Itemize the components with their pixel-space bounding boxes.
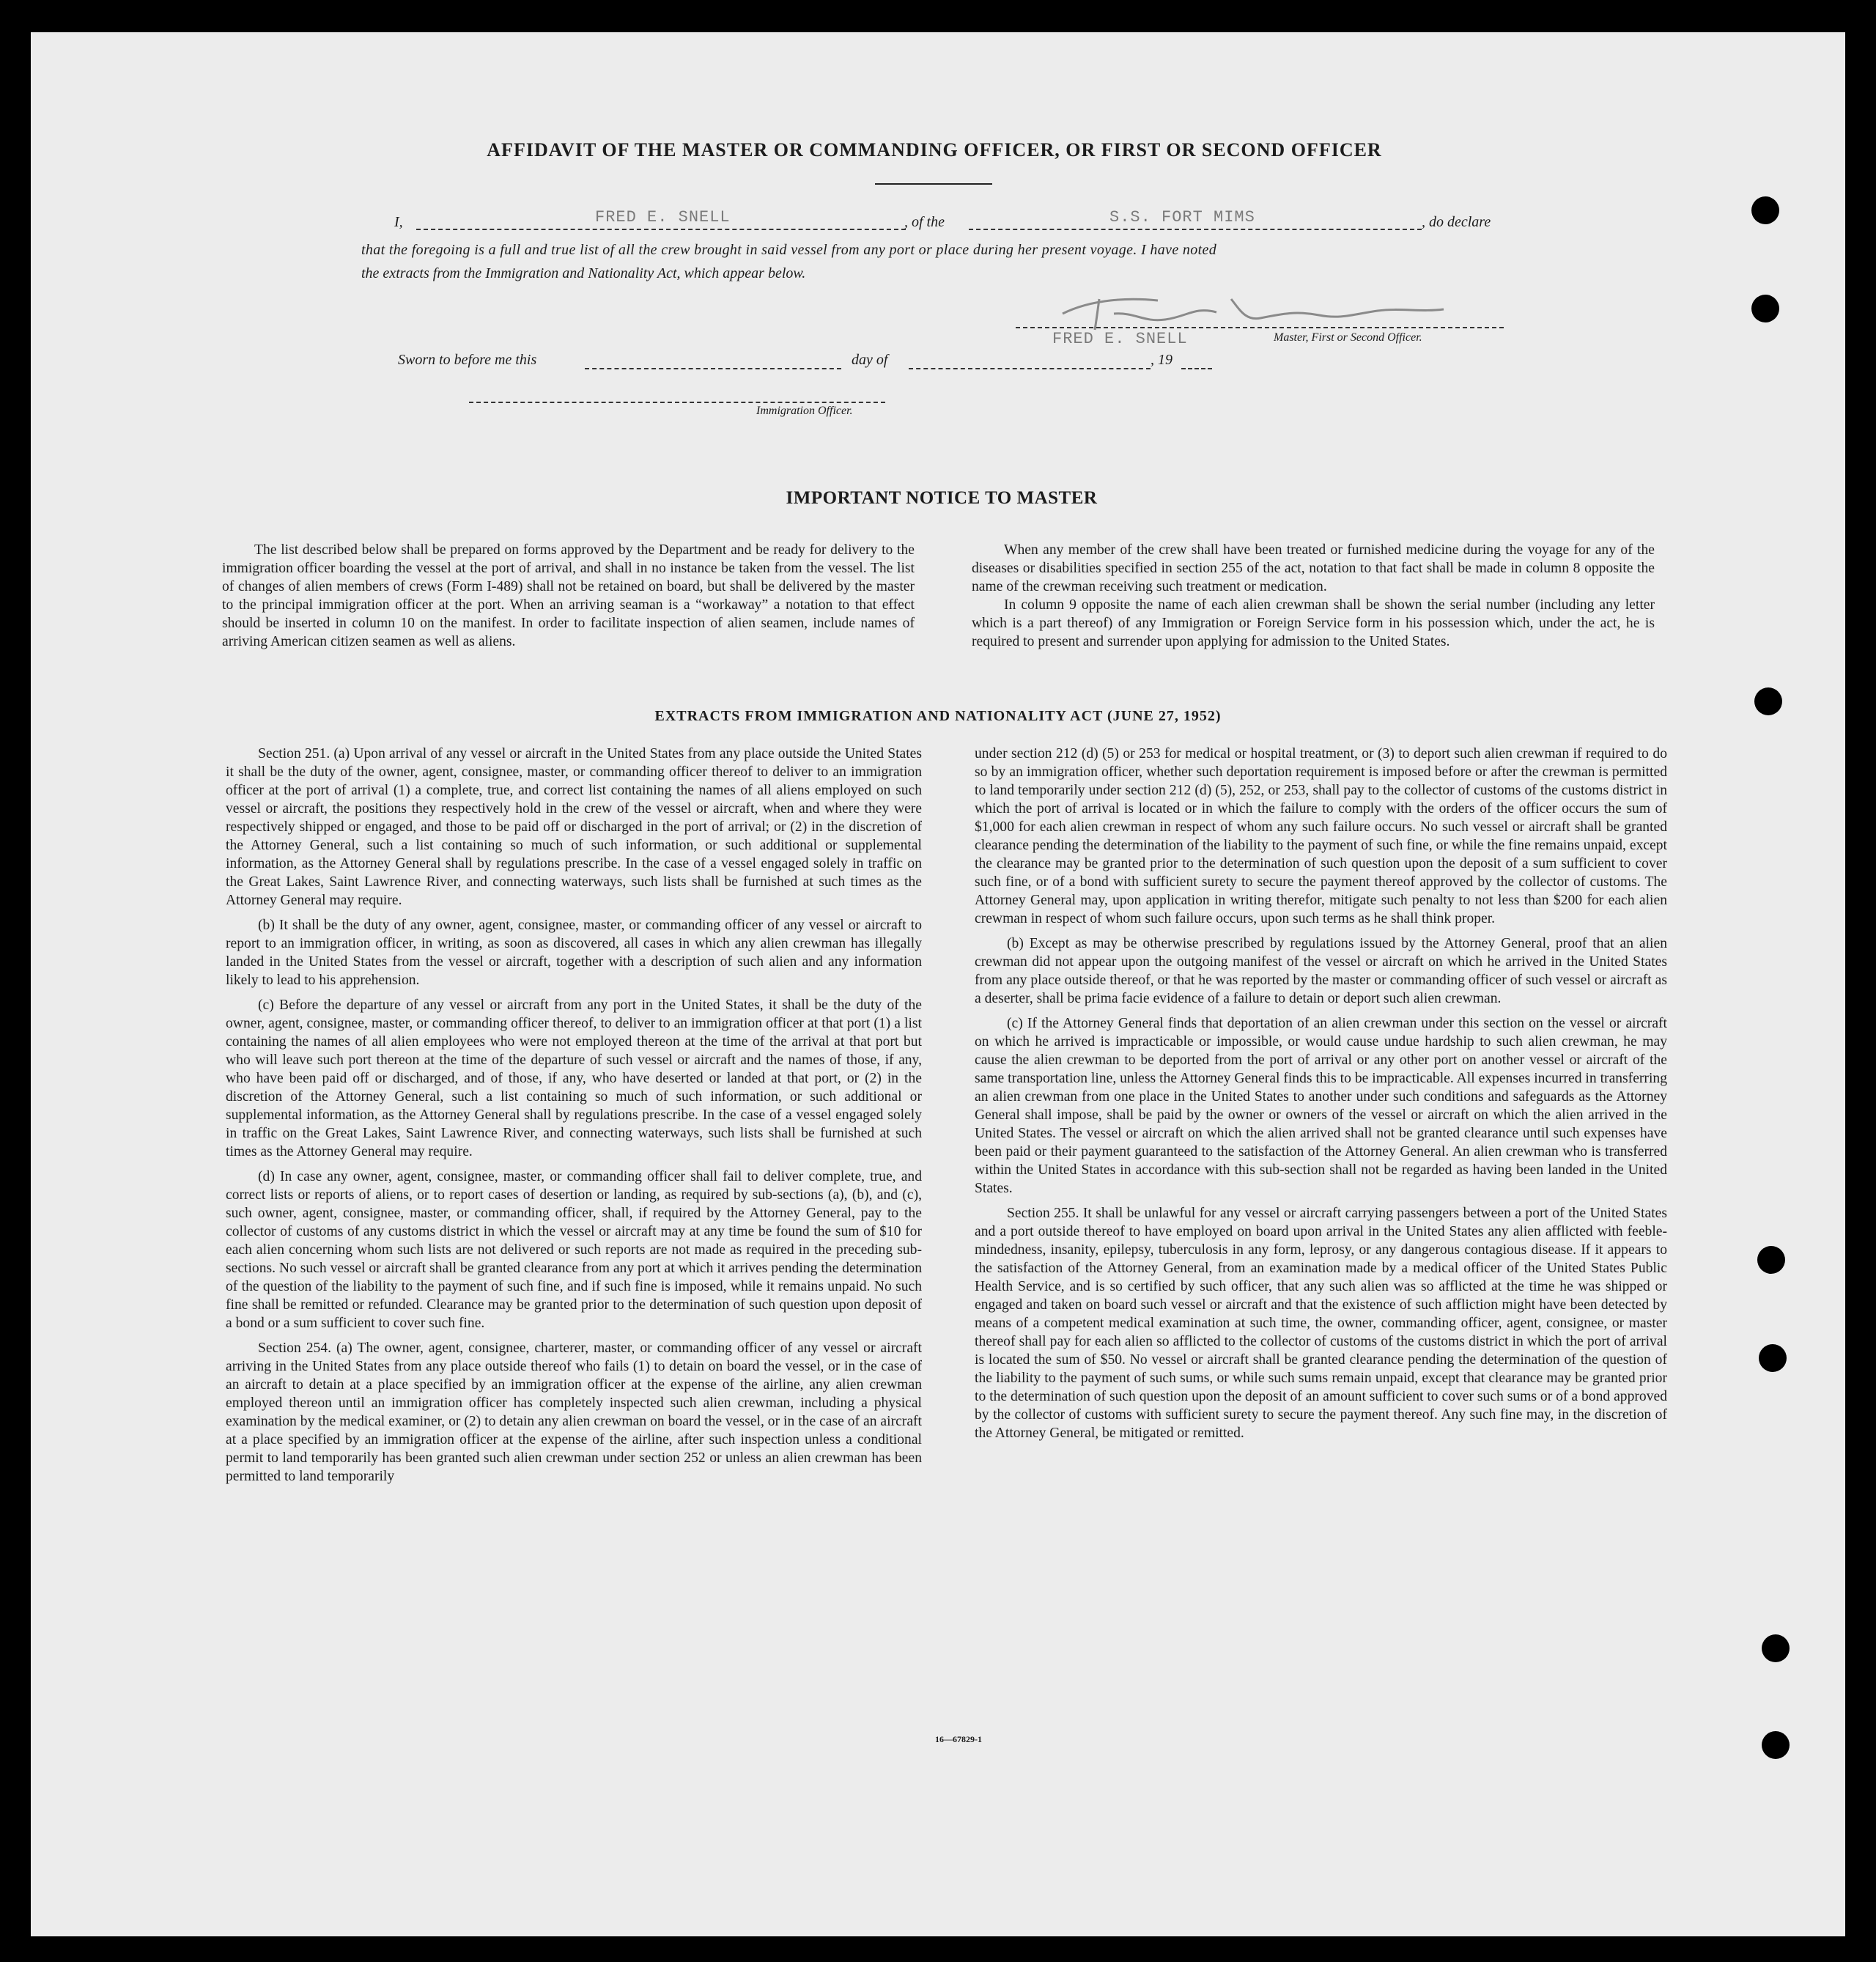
year-label: , 19 bbox=[1151, 352, 1172, 368]
binder-hole bbox=[1759, 1344, 1787, 1372]
extract-section-251c: (c) Before the departure of any vessel or aircraft from any port in the United States, it shall be the duty of the owner, agent, consignee, master, or commanding officer thereof, to deliver to an immigration officer at that port (1) a list containing the names of all alien employees who were not employed thereon at the time of the arrival at that port but who will leave such port thereon at the time of the departure of such vessel or aircraft and the names of those, if any, who have been paid off or discharged, and of those, if any, who have deserted or landed at that port, or (2) in the discretion of the Attorney General, such a list containing so much of such information, or such additional or supplemental information, as the Attorney General shall by regulations prescribe. In the case of a vessel engaged solely in traffic on the Great Lakes, Saint Lawrence River, and connecting waterways, such lists shall be furnished at such times as the Attorney General may require. bbox=[226, 997, 922, 1159]
year-line bbox=[1181, 368, 1212, 369]
extract-section-254c: (c) If the Attorney General finds that deportation of an alien crewman under this section on the vessel or aircraft on which he arrived is impracticable or impossible, or would cause undue hardship to such alien crewman, he may cause the alien crewman to be deported from the port of arrival or any other port on another vessel or aircraft of the same transportation line, unless the Attorney General finds this to be impracticable. All expenses incurred in transferring an alien crewman from one place in the United States to another under such conditions and safeguards as the Attorney General shall impose, shall be paid by the owner or owners of the vessel or aircraft on which the alien arrived in the United States. The vessel or aircraft on which the alien arrived shall not be granted clearance until such expenses have been paid or their payment guaranteed to the satisfaction of the Attorney General. An alien crewman who is transferred within the United States in accordance with this sub-section shall not be regarded as having been landed in the United States. bbox=[975, 1016, 1667, 1196]
binder-hole bbox=[1751, 196, 1779, 224]
notice-right-paragraph-2: In column 9 opposite the name of each alien crewman shall be shown the serial number (including any letter which is a part thereof) of any Immigration or Foreign Service form in his possession which, under the act, he is required to present and surrender upon applying for admission to the United States. bbox=[972, 597, 1655, 649]
extract-section-251d: (d) In case any owner, agent, consignee, master, or commanding officer shall fail to deliver complete, true, and correct lists or reports of aliens, or to report cases of desertion or landing, as required by sub-sections (a), (b), and (c), such owner, agent, consignee, master, or commanding officer, shall, if required by the Attorney General, pay to the collector of customs of any customs district in which the vessel or aircraft may at any time be found the sum of $10 for each alien concerning whom such lists are not delivered or such reports are not made as required in the preceding sub-sections. No such vessel or aircraft shall be granted clearance from any port at which it arrives pending the determination of the question of the liability to the payment of such fine, and if such fine is imposed, while it remains unpaid. No such fine shall be remitted or refunded. Clearance may be granted prior to the determination of such question upon deposit of a bond or a sum sufficient to cover such fine. bbox=[226, 1169, 922, 1331]
extract-section-254a: Section 254. (a) The owner, agent, consignee, charterer, master, or commanding officer of any vessel or aircraft arriving in the United States from any place outside thereof who fails (1) to detain on board the vessel, or in the case of an aircraft to detain at a place specified by an immigration officer at the expense of the airline, any alien crewman employed thereon until an immigration officer has completely inspected such alien crewman, including a physical examination by the medical examiner, or (2) to detain any alien crewman on board the vessel, or in the case of an aircraft at a place specified by an immigration officer at the expense of the airline, after such inspection unless a conditional permit to land temporarily has been granted such alien crewman under section 252 or unless an alien crewman has been permitted to land temporarily bbox=[226, 1340, 922, 1484]
title-rule bbox=[875, 183, 992, 185]
binder-hole bbox=[1754, 687, 1782, 715]
sworn-label: Sworn to before me this bbox=[398, 352, 537, 368]
notice-left-column bbox=[222, 541, 915, 651]
i-label: I, bbox=[394, 214, 403, 230]
sworn-date-line bbox=[585, 368, 841, 369]
notice-right-column bbox=[972, 541, 1655, 651]
binder-hole bbox=[1762, 1731, 1790, 1759]
immigration-officer-line bbox=[469, 402, 885, 403]
declaration-line-3: the extracts from the Immigration and Nationality Act, which appear below. bbox=[361, 265, 806, 281]
extract-section-254a-continued: under section 212 (d) (5) or 253 for medical or hospital treatment, or (3) to deport such alien crewman if required to do so by an immigration officer, whether such deportation requirement is imposed before or after the crewman is permitted to land temporarily under section 212 (d) (5), 252, or 253, shall pay to the collector of customs of the customs district in which the port of arrival is located or in which the failure to comply with the orders of the officer occurs the sum of $1,000 for each alien crewman in respect of whom any such failure occurs. No such vessel or aircraft shall be granted clearance pending the determination of the liability to the payment of such fine, or while the fine remains unpaid, except the clearance may be granted prior to the determination of such question upon the deposit of a sum sufficient to cover such fine, or of a bond with sufficient surety to secure the payment thereof approved by the collector of customs. The Attorney General may, upon application in writing therefor, mitigate such penalty to not less than $200 for each alien crewman in respect of whom such failure occurs, upon such terms as he shall think proper. bbox=[975, 746, 1667, 926]
signature-typed-name: FRED E. SNELL bbox=[1052, 330, 1188, 348]
affidavit-title: AFFIDAVIT OF THE MASTER OR COMMANDING OFFICER, OR FIRST OR SECOND OFFICER bbox=[487, 139, 1382, 161]
declarant-name: FRED E. SNELL bbox=[595, 208, 731, 226]
binder-hole bbox=[1751, 295, 1779, 322]
do-declare-label: , do declare bbox=[1422, 214, 1491, 230]
extract-section-255: Section 255. It shall be unlawful for any vessel or aircraft carrying passengers between a port of the United States and a port outside thereof to have employed on board upon arrival in the United States any alien afflicted with feeble-mindedness, insanity, epilepsy, tuberculosis in any form, leprosy, or any dangerous contagious disease. If it appears to the satisfaction of the Attorney General, from an examination made by a medical officer of the United States Public Health Service, and is so certified by such officer, that any such alien was so afflicted at the time he was shipped or engaged and taken on board such vessel or aircraft and that the existence of such affliction might have been detected by means of a competent medical examination at such time, the owner, commanding officer, agent, consignee, or master thereof shall pay for each alien so afflicted to the collector of customs of the customs district in which the port of arrival is located the sum of $50. No vessel or aircraft shall be granted clearance pending the determination of the question of the liability to the payment of such sums, or while such sums remain unpaid, except that clearance may be granted prior to the determination of such question upon the deposit of an amount sufficient to cover such sums or of a bond approved by the collector of customs with sufficient surety to secure the payment thereof. Any such fine may, in the discretion of the Attorney General, be mitigated or remitted. bbox=[975, 1206, 1667, 1441]
immigration-officer-label: Immigration Officer. bbox=[756, 405, 853, 417]
vessel-field-line bbox=[969, 229, 1422, 230]
month-line bbox=[909, 368, 1151, 369]
day-of-label: day of bbox=[852, 352, 888, 368]
extract-section-254b: (b) Except as may be otherwise prescribed by regulations issued by the Attorney General, proof that an alien crewman did not appear upon the outgoing manifest of the vessel or aircraft on which he arrived in the United States from any place outside thereof, or that he was reported by the master or commanding officer of such vessel or aircraft as a deserter, shall be prima facie evidence of a failure to detain or deport such alien crewman. bbox=[975, 936, 1667, 1006]
extracts-right-column bbox=[975, 745, 1667, 1442]
signature-line bbox=[1016, 327, 1504, 328]
name-field-line bbox=[416, 229, 906, 230]
notice-title: IMPORTANT NOTICE TO MASTER bbox=[786, 488, 1098, 508]
declaration-line-2: that the foregoing is a full and true list of all the crew brought in said vessel from any port or place during her present voyage. I have noted bbox=[361, 242, 1217, 258]
binder-hole bbox=[1757, 1246, 1785, 1274]
notice-left-paragraph: The list described below shall be prepared on forms approved by the Department and be ready for delivery to the immigration officer boarding the vessel at the port of arrival, and shall in no instance be taken from the vessel. The list of changes of alien members of crews (Form I-489) shall not be retained on board, but shall be delivered by the master to the principal immigration officer at the port. When an arriving seaman is a “workaway” a notation to that effect should be inserted in column 10 on the manifest. In order to facilitate inspection of alien seamen, include names of arriving American citizen seamen as well as aliens. bbox=[222, 542, 915, 649]
master-label: Master, First or Second Officer. bbox=[1274, 331, 1422, 344]
binder-hole bbox=[1762, 1634, 1790, 1662]
extracts-left-column bbox=[226, 745, 922, 1486]
vessel-name: S.S. FORT MIMS bbox=[1109, 208, 1255, 226]
notice-right-paragraph-1: When any member of the crew shall have been treated or furnished medicine during the voyage for any of the diseases or disabilities specified in section 255 of the act, notation to that fact shall be made in column 8 opposite the name of the crewman receiving such treatment or medication. bbox=[972, 542, 1655, 594]
extract-section-251b: (b) It shall be the duty of any owner, agent, consignee, master, or commanding officer of any vessel or aircraft to report to an immigration officer, in writing, as soon as discovered, all cases in which any alien crewman has illegally landed in the United States from the vessel or aircraft, together with a description of such alien and any information likely to lead to his apprehension. bbox=[226, 918, 922, 988]
form-number: 16—67829-1 bbox=[935, 1734, 982, 1744]
extracts-title: EXTRACTS FROM IMMIGRATION AND NATIONALITY ACT (JUNE 27, 1952) bbox=[654, 708, 1222, 724]
of-the-label: , of the bbox=[904, 214, 945, 230]
extract-section-251a: Section 251. (a) Upon arrival of any vessel or aircraft in the United States from any place outside the United States it shall be the duty of the owner, agent, consignee, master, or commanding officer thereof to deliver to an immigration officer at the port of arrival (1) a complete, true, and correct list containing the names of all aliens employed on such vessel or aircraft, the positions they respectively hold in the crew of the vessel or aircraft, when and where they were respectively shipped or engaged, and those to be paid off or discharged in the port of arrival; or (2) in the discretion of the Attorney General, such a list containing so much of such information, or such additional or supplemental information, as the Attorney General shall by regulations prescribe. In the case of a vessel engaged solely in traffic on the Great Lakes, Saint Lawrence River, and connecting waterways, such lists shall be furnished at such times as the Attorney General may require. bbox=[226, 746, 922, 908]
